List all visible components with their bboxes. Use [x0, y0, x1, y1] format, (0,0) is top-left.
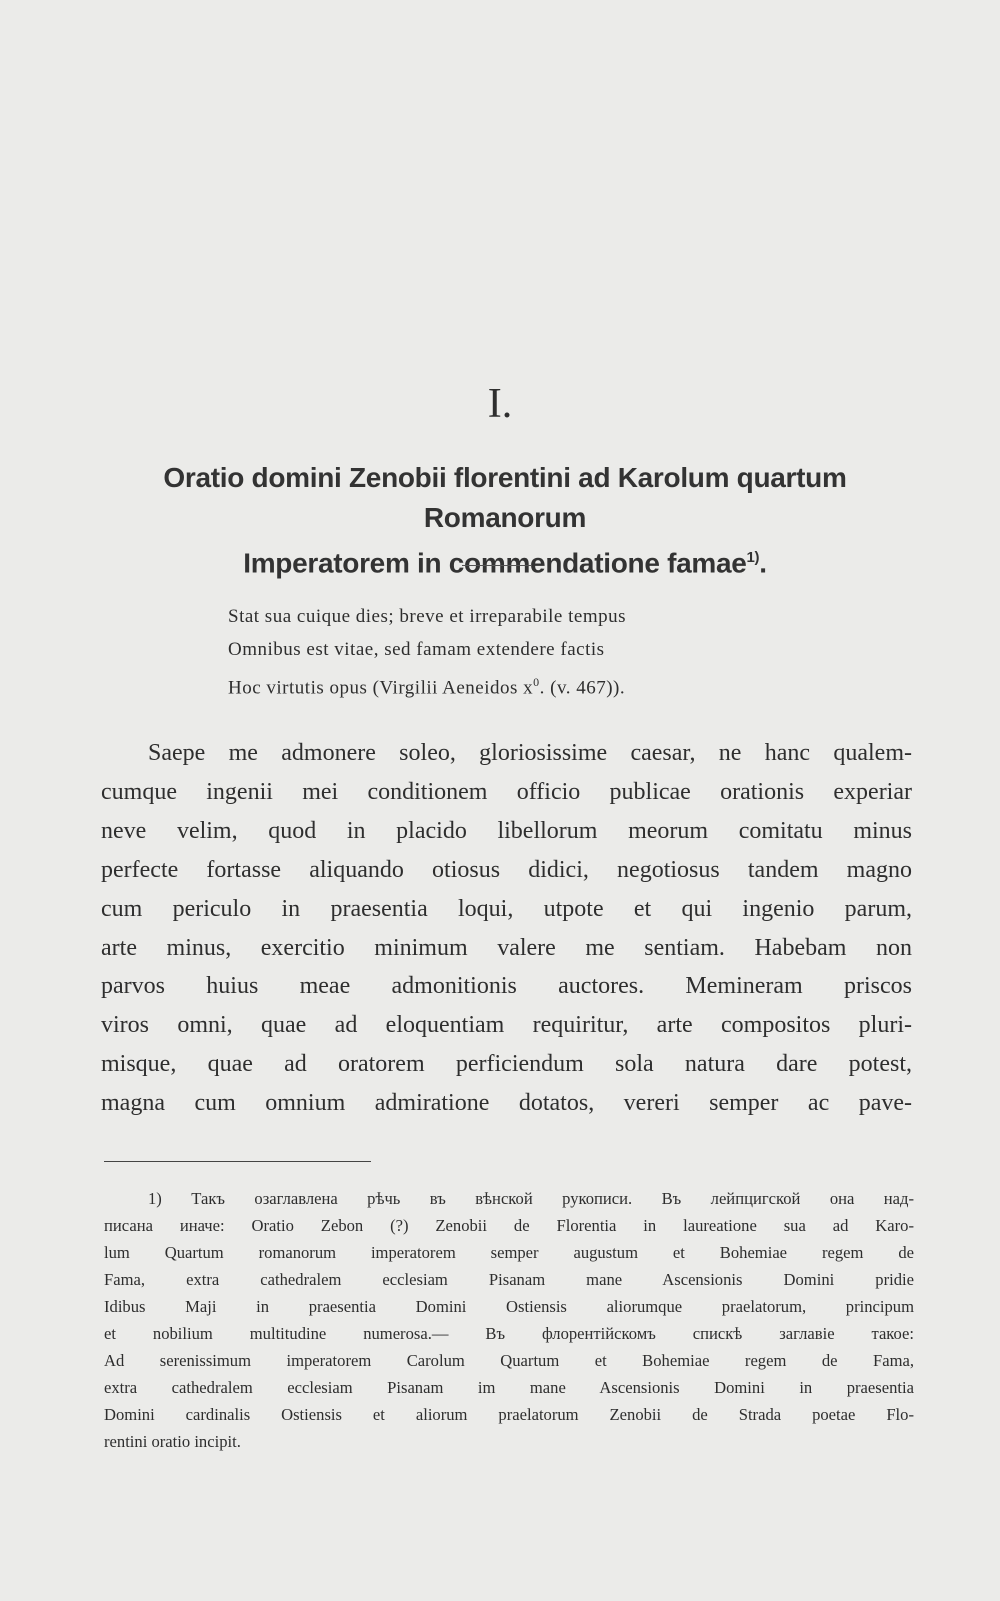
epigraph-superscript: 0: [533, 675, 540, 689]
epigraph-line: [228, 666, 828, 704]
title-trailing: .: [759, 547, 767, 579]
body-line: viros omni, quae ad eloquentiam requiritur, arte compositos pluri-: [101, 1012, 912, 1039]
epigraph-line-3-post: . (v. 467)).: [539, 677, 626, 699]
body-line: arte minus, exercitio minimum valere me sentiam. Habebam non: [101, 934, 912, 961]
footnote: [104, 1185, 914, 1455]
body-line: cum periculo in praesentia loqui, utpote et qui ingenio parum,: [101, 895, 912, 922]
footnote-line: lum Quartum romanorum imperatorem semper augustum et Bohemiae regem de: [104, 1243, 914, 1262]
footnote-line: писана иначе: Oratio Zebon (?) Zenobii de Florentia in laureatione sua ad Karo-: [104, 1216, 914, 1235]
footnote-line: rentini oratio incipit.: [104, 1432, 241, 1451]
epigraph-line: Omnibus est vitae, sed famam extendere factis: [228, 639, 605, 660]
chapter-number: I.: [487, 381, 513, 427]
body-line: misque, quae ad oratorem perficiendum sola natura dare potest,: [101, 1051, 912, 1078]
footnote-divider: [104, 1161, 371, 1162]
body-paragraph: [101, 734, 912, 1123]
body-line: perfecte fortasse aliquando otiosus didici, negotiosus tandem magno: [101, 856, 912, 883]
footnote-line: Fama, extra cathedralem ecclesiam Pisanam mane Ascensionis Domini pridie: [104, 1270, 914, 1289]
footnote-line: Ad serenissimum imperatorem Carolum Quartum et Bohemiae regem de Fama,: [104, 1351, 914, 1370]
title-line-2: [90, 538, 920, 583]
footnote-line: extra cathedralem ecclesiam Pisanam im mane Ascensionis Domini in praesentia: [104, 1378, 914, 1397]
epigraph: [228, 600, 828, 704]
footnote-line: 1) Такъ озаглавлена рѣчь въ вѣнской рукописи. Въ лейпцигской она над-: [148, 1189, 914, 1208]
title-line-2-text: Imperatorem in commendatione famae: [243, 547, 747, 579]
body-line: cumque ingenii mei conditionem officio publicae orationis experiar: [101, 778, 912, 805]
body-line: neve velim, quod in placido libellorum meorum comitatu minus: [101, 817, 912, 844]
footnote-line: et nobilium multitudine numerosa.— Въ флорентійскомъ спискѣ заглавіе такое:: [104, 1324, 914, 1343]
body-line: parvos huius meae admonitionis auctores. Memineram priscos: [101, 973, 912, 1000]
body-line: Saepe me admonere soleo, gloriosissime caesar, ne hanc qualem-: [148, 740, 912, 766]
footnote-line: Domini cardinalis Ostiensis et aliorum praelatorum Zenobii de Strada poetae Flo-: [104, 1405, 914, 1424]
epigraph-line: Stat sua cuique dies; breve et irreparabile tempus: [228, 606, 627, 627]
title-divider: [462, 565, 532, 566]
footnote-line: Idibus Maji in praesentia Domini Ostiensis aliorumque praelatorum, principum: [104, 1297, 914, 1316]
body-line: magna cum omnium admiratione dotatos, vereri semper ac pave-: [101, 1090, 912, 1117]
epigraph-line-3-pre: Hoc virtutis opus (Virgilii Aeneidos x: [228, 677, 534, 699]
title-line-1: Oratio domini Zenobii florentini ad Karolum quartum Romanorum: [163, 462, 847, 533]
title-footnote-ref: 1): [746, 549, 760, 566]
